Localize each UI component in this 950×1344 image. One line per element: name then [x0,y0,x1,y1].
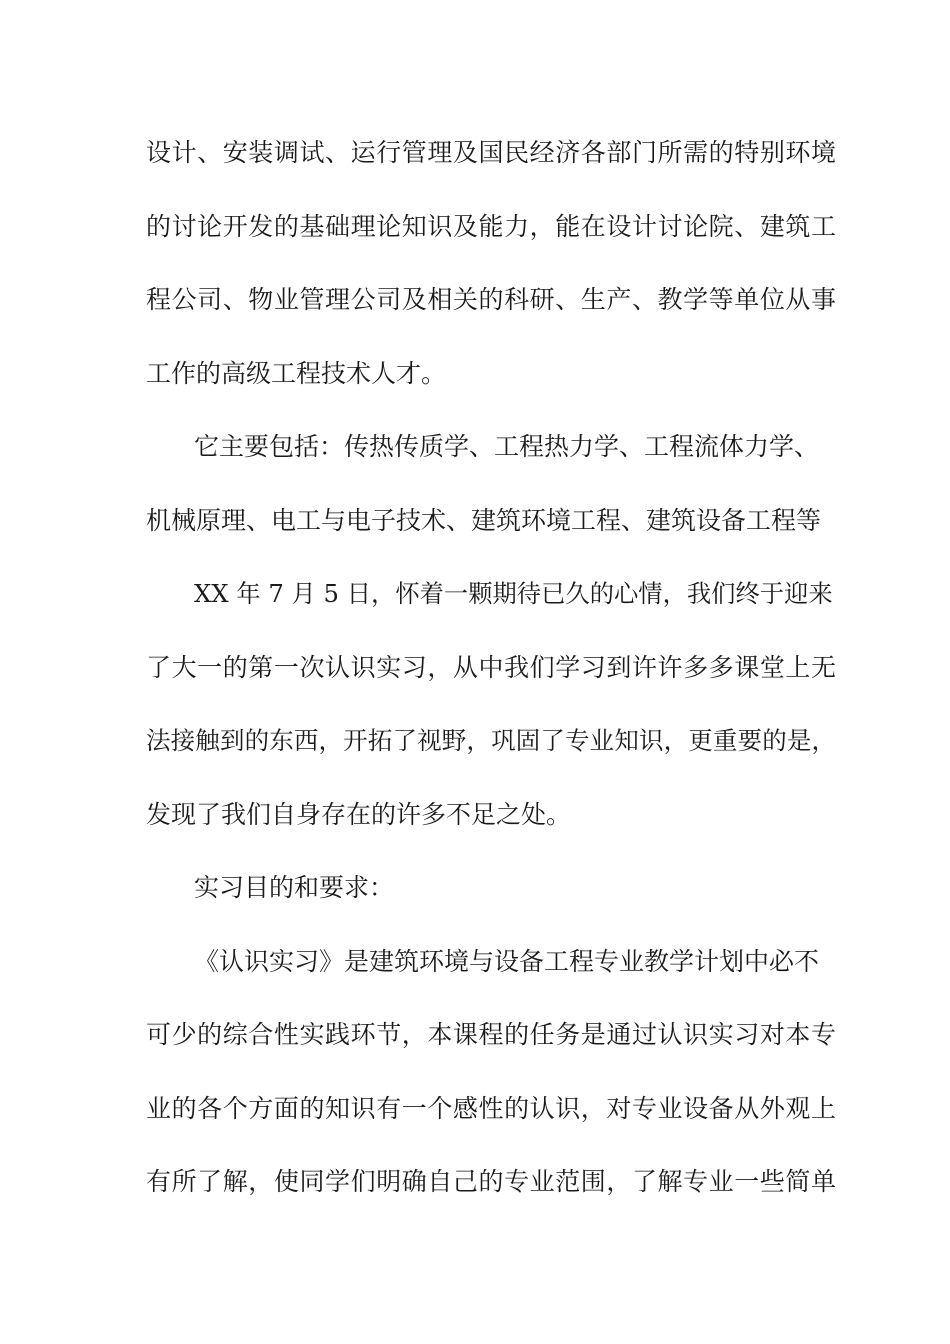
text-line: 可少的综合性实践环节，本课程的任务是通过认识实习对本专 [146,1020,836,1049]
text-line: 工作的高级工程技术人才。 [146,358,447,388]
text-line: 它主要包括：传热传质学、工程热力学、工程流体力学、 [194,432,820,461]
section-heading: 实习目的和要求： [194,873,395,902]
text-line: 发现了我们自身存在的许多不足之处。 [146,799,572,829]
text-line: 法接触到的东西，开拓了视野，巩固了专业知识，更重要的是， [146,726,836,755]
text-line: 有所了解，使同学们明确自己的专业范围，了解专业一些简单 [146,1167,836,1196]
text-line: XX 年 7 月 5 日，怀着一颗期待已久的心情，我们终于迎来 [194,579,833,608]
text-line: 程公司、物业管理公司及相关的科研、生产、教学等单位从事 [146,285,836,314]
body-text [146,128,836,1231]
text-line: 的讨论开发的基础理论知识及能力，能在设计讨论院、建筑工 [146,211,836,241]
text-line: 设计、安装调试、运行管理及国民经济各部门所需的特别环境 [146,138,836,167]
text-line: 了大一的第一次认识实习，从中我们学习到许许多多课堂上无 [146,652,836,682]
text-line: 业的各个方面的知识有一个感性的认识，对专业设备从外观上 [146,1093,836,1123]
text-line: 机械原理、电工与电子技术、建筑环境工程、建筑设备工程等 [146,505,822,535]
text-line: 《认识实习》是建筑环境与设备工程专业教学计划中必不 [194,946,820,976]
